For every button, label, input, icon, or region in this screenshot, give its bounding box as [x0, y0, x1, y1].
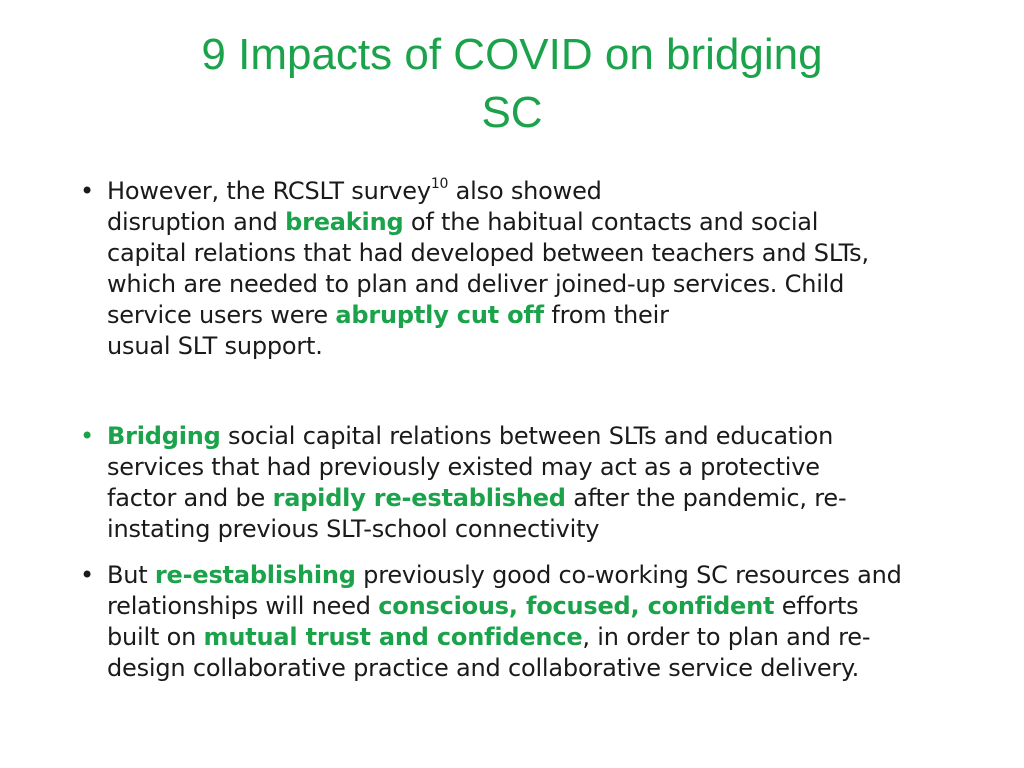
text-line: instating previous SLT-school connectivity [107, 515, 600, 543]
highlight-rapidly-re-established: rapidly re-established [272, 484, 566, 512]
text-run: also showed [448, 177, 602, 205]
bullet-item-re-establishing [80, 560, 950, 684]
footnote-ref: 10 [430, 176, 449, 192]
title-line-1: 9 Impacts of COVID on bridging [201, 30, 823, 79]
text-line: capital relations that had developed between teachers and SLTs, [107, 239, 869, 267]
text-run: factor and be [107, 484, 273, 512]
highlight-abruptly-cut-off: abruptly cut off [335, 301, 544, 329]
text-run: relationships will need [107, 592, 379, 620]
text-run: However, the RCSLT survey [107, 177, 431, 205]
text-line [107, 622, 950, 653]
bullet-item-survey [80, 176, 950, 362]
text-line [107, 300, 950, 331]
bullet-list [80, 176, 950, 684]
highlight-breaking: breaking [285, 208, 404, 236]
text-line: design collaborative practice and collaborative service delivery. [107, 654, 860, 682]
text-line: which are needed to plan and deliver joined-up services. Child [107, 270, 845, 298]
text-run: built on [107, 623, 204, 651]
text-line [107, 421, 950, 452]
text-line [107, 207, 950, 238]
highlight-mutual-trust: mutual trust and confidence [203, 623, 583, 651]
text-run: social capital relations between SLTs and education [220, 422, 834, 450]
title-line-2: SC [481, 88, 543, 137]
text-line [107, 591, 950, 622]
text-line: usual SLT support. [107, 332, 323, 360]
text-line [107, 560, 950, 591]
text-run: from their [543, 301, 669, 329]
spacer [80, 362, 950, 421]
text-run: disruption and [107, 208, 286, 236]
highlight-re-establishing: re-establishing [154, 561, 356, 589]
text-line [107, 483, 950, 514]
text-run: efforts [774, 592, 859, 620]
text-run: after the pandemic, re- [565, 484, 847, 512]
bullet-item-bridging [80, 421, 950, 545]
highlight-conscious-focused-confident: conscious, focused, confident [378, 592, 775, 620]
highlight-bridging: Bridging [107, 422, 221, 450]
bullet-icon: • [80, 561, 94, 589]
text-run: , in order to plan and re- [582, 623, 871, 651]
bullet-icon: • [80, 177, 94, 205]
text-run: But [107, 561, 155, 589]
text-run: previously good co-working SC resources and [355, 561, 902, 589]
text-line: services that had previously existed may act as a protective [107, 453, 820, 481]
spacer [80, 545, 950, 560]
bullet-icon: • [80, 422, 94, 450]
text-line [107, 176, 950, 207]
slide-title [0, 26, 1024, 142]
text-run: service users were [107, 301, 336, 329]
text-run: of the habitual contacts and social [403, 208, 819, 236]
